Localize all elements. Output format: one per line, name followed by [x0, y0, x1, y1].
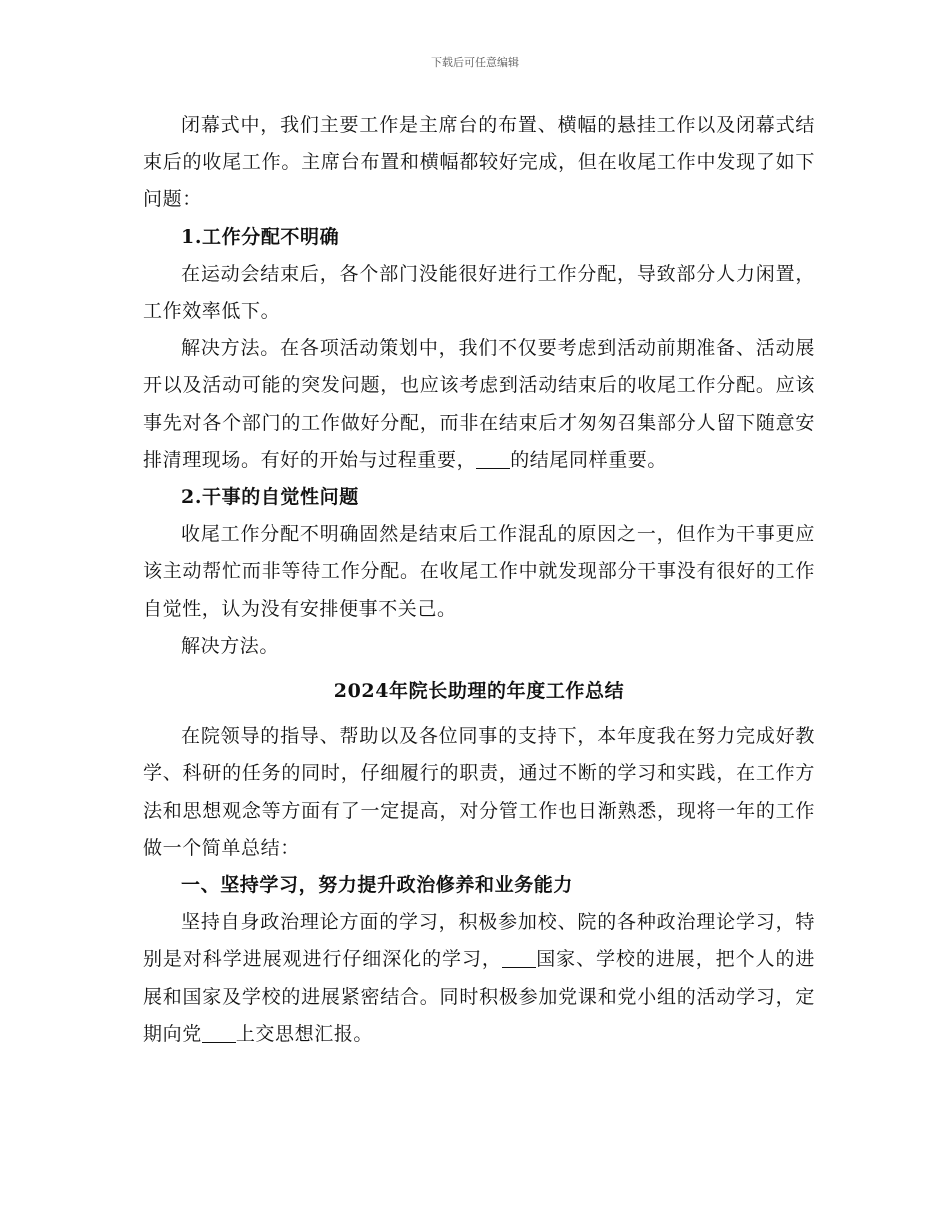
paragraph-solution-1	[143, 330, 815, 479]
header-note: 下载后可任意编辑	[431, 56, 519, 69]
paragraph-self-discipline-problem: 收尾工作分配不明确固然是结束后工作混乱的原因之一，但作为干事更应该主动帮忙而非等待工作分配。在收尾工作中就发现部分干事没有很好的工作自觉性，认为没有安排便事不关己。	[143, 523, 815, 620]
blank-underline	[476, 449, 510, 469]
paragraph-summary-intro: 在院领导的指导、帮助以及各位同事的支持下，本年度我在努力完成好教学、科研的任务的同时，仔细履行的职责，通过不断的学习和实践，在工作方法和思想观念等方面有了一定提高，对分管工作也日渐熟悉，现将一年的工作做一个简单总结：	[143, 725, 815, 859]
paragraph-study-details	[143, 904, 815, 1053]
paragraph-solution-2: 解决方法。	[181, 634, 280, 657]
paragraph-closing-ceremony: 闭幕式中，我们主要工作是主席台的布置、横幅的悬挂工作以及闭幕式结束后的收尾工作。主席台布置和横幅都较好完成，但在收尾工作中发现了如下问题：	[143, 114, 815, 211]
heading-self-discipline: 2.干事的自觉性问题	[181, 486, 359, 509]
paragraph-task-allocation-problem: 在运动会结束后，各个部门没能很好进行工作分配，导致部分人力闲置，工作效率低下。	[143, 262, 815, 323]
study-text-b: 国家、学校的进展，把个人的进展和国家及学校的进展紧密结合。同时积极参加党课和党小组的活动学习，定期向党	[143, 948, 815, 1045]
blank-underline	[502, 948, 536, 968]
document-body	[143, 107, 815, 1053]
study-text-c: 上交思想汇报。	[235, 1022, 374, 1045]
solution-1-text-a: 解决方法。在各项活动策划中，我们不仅要考虑到活动前期准备、活动展开以及活动可能的突发问题，也应该考虑到活动结束后的收尾工作分配。应该事先对各个部门的工作做好分配，而非在结束后才匆匆召集部分人留下随意安排清理现场。有好的开始与过程重要，	[143, 337, 815, 471]
document-title: 2024年院长助理的年度工作总结	[333, 680, 625, 703]
heading-study-section: 一、坚持学习，努力提升政治修养和业务能力	[181, 874, 574, 897]
solution-1-text-b: 的结尾同样重要。	[510, 448, 668, 471]
blank-underline	[202, 1023, 236, 1043]
study-text-a: 坚持自身政治理论方面的学习，积极参加校、院的各种政治理论学习，特别是对科学进展观进行仔细深化的学习，	[143, 911, 815, 971]
heading-task-allocation: 1.工作分配不明确	[181, 225, 340, 248]
